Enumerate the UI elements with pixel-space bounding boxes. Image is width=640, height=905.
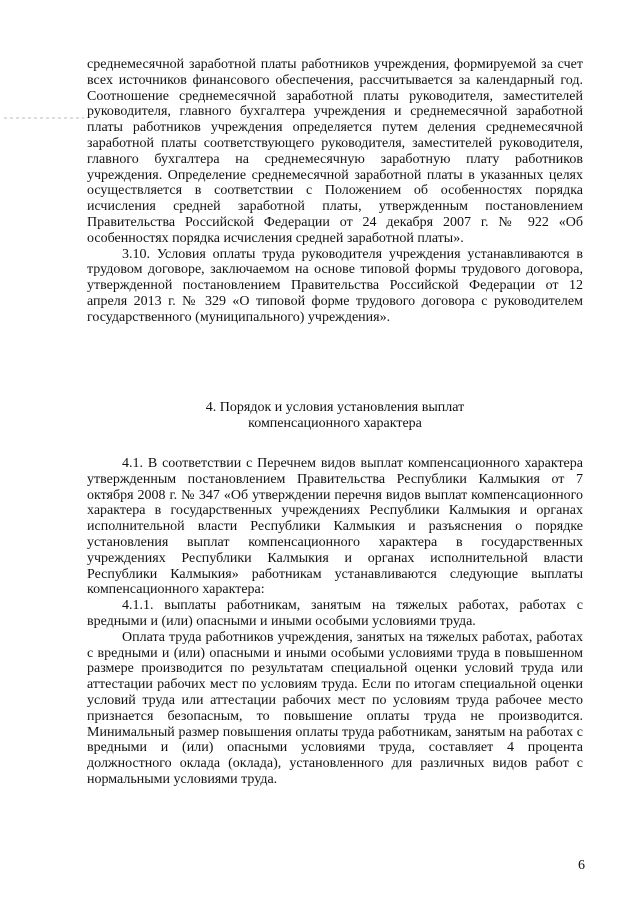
paragraph-4-1: 4.1. В соответствии с Перечнем видов выплат компенсационного характера утвержденным постановлением Правительства Республики Калмыкия от 7 октября 2008 г. № 347 «Об утверждении перечня видов выплат компенсационного характера в государственных учреждениях Республики Калмыкия и органах исполнительной власти Республики Калмыкия и разъяснения о порядке установления выплат компенсационного характера в государственных учреждениях Республики Калмыкия и органах исполнительной власти Республики Калмыкия» работникам устанавливаются следующие выплаты компенсационного характера: — [87, 456, 583, 598]
section-4-heading — [87, 400, 583, 432]
paragraph-4-1-1: 4.1.1. выплаты работникам, занятым на тяжелых работах, работах с вредными и (или) опасными и иными особыми условиями труда. — [87, 598, 583, 629]
paragraph-3-10: 3.10. Условия оплаты труда руководителя учреждения устанавливаются в трудовом договоре, заключаемом на основе типовой формы трудового договора, утвержденной постановлением Правительства Российской Федерации от 12 апреля 2013 г. № 329 «О типовой форме трудового договора с руководителем государственного (муниципального) учреждения». — [87, 246, 583, 325]
scan-artifact — [4, 117, 84, 119]
continued-text-block — [87, 57, 583, 326]
section-4-body — [87, 456, 583, 788]
page-number: 6 — [578, 858, 585, 873]
section-4-heading-line2: компенсационного характера — [248, 415, 422, 431]
paragraph-hazard-pay: Оплата труда работников учреждения, занятых на тяжелых работах, работах с вредными и (или) опасными и иными особыми условиями труда в повышенном размере производится по результатам специальной оценки условий труда или аттестации рабочих мест по условиям труда. Если по итогам специальной оценки условий труда или аттестации рабочих мест по условиям труда рабочее место признается безопасным, то повышение оплаты труда не производится. Минимальный размер повышения оплаты труда работникам, занятым на работах с вредными и (или) опасными условиями труда, составляет 4 процента должностного оклада (оклада), установленного для различных видов работ с нормальными условиями труда. — [87, 629, 583, 787]
section-4-heading-line1: 4. Порядок и условия установления выплат — [205, 400, 465, 415]
paragraph-salary-ratio: среднемесячной заработной платы работников учреждения, формируемой за счет всех источников финансового обеспечения, рассчитывается за календарный год. Соотношение среднемесячной заработной платы руководителя, заместителей руководителя, главного бухгалтера учреждения и среднемесячной заработной платы работников учреждения определяется путем деления среднемесячной заработной платы соответствующего руководителя, заместителей руководителя, главного бухгалтера на среднемесячную заработную плату работников учреждения. Определение среднемесячной заработной платы в указанных целях осуществляется в соответствии с Положением об особенностях порядка исчисления средней заработной платы, утвержденным постановлением Правительства Российской Федерации от 24 декабря 2007 г. № 922 «Об особенностях порядка исчисления средней заработной платы». — [87, 57, 583, 246]
